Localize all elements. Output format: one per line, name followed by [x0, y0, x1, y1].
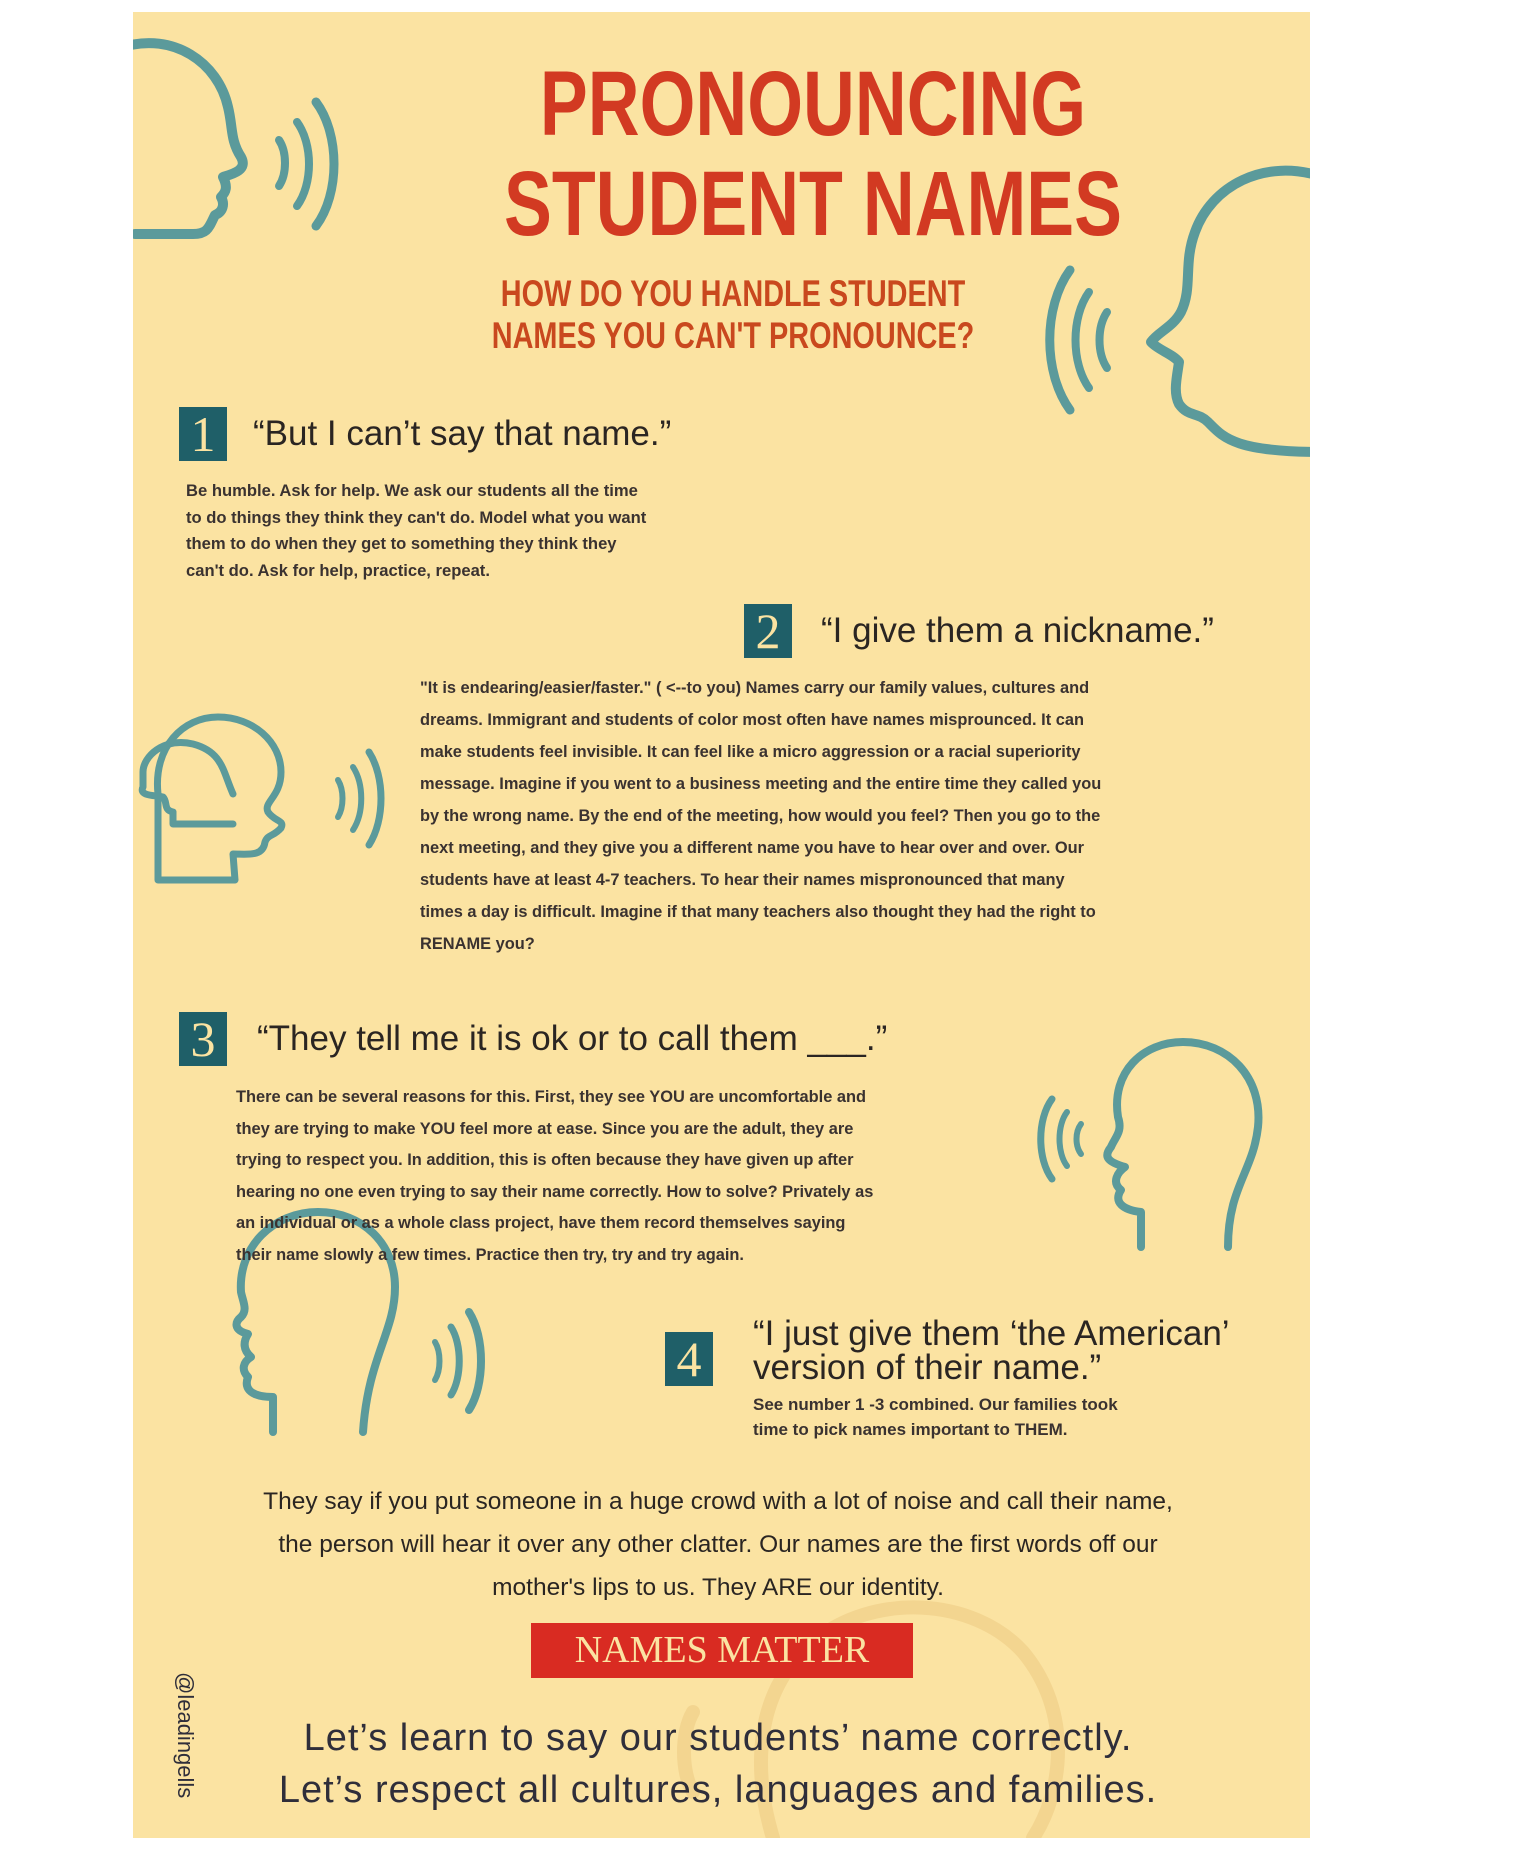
section4-heading-line2: version of their name.”	[753, 1348, 1102, 1387]
section2-line: students have at least 4-7 teachers. To hear their names mispronounced that many	[420, 871, 1065, 889]
social-handle: @leadingells	[173, 1672, 198, 1799]
closing-line: mother's lips to us. They ARE our identity.	[492, 1574, 944, 1601]
section3-line: they are trying to make YOU feel more at ease. Since you are the adult, they are	[236, 1119, 854, 1138]
section2-line: make students feel invisible. It can feel like a micro aggression or a racial superiority	[420, 743, 1081, 761]
section3-line: an individual or as a whole class project, have them record themselves saying	[236, 1214, 846, 1232]
section2-line: by the wrong name. By the end of the meeting, how would you feel? Then you go to the	[420, 807, 1101, 825]
final-line: Let’s respect all cultures, languages and families.	[278, 1769, 1158, 1811]
section1-line: can't do. Ask for help, practice, repeat.	[186, 560, 490, 580]
section4-heading-line1: “I just give them ‘the American’	[753, 1314, 1230, 1353]
final-line: Let’s learn to say our students’ name correctly.	[303, 1717, 1133, 1759]
page-title-line2: STUDENT NAMES	[504, 153, 1122, 255]
section4-line: time to pick names important to THEM.	[753, 1420, 1068, 1439]
subtitle-line1: HOW DO YOU HANDLE STUDENT	[500, 273, 966, 314]
section2-line: next meeting, and they give you a different name you have to hear over and over. Our	[420, 839, 1084, 857]
closing-line: the person will hear it over any other clatter. Our names are the first words off our	[278, 1531, 1158, 1558]
section2-line: message. Imagine if you went to a business meeting and the entire time they called you	[420, 775, 1102, 793]
section2-line: RENAME you?	[420, 935, 535, 953]
section2-body	[420, 672, 1300, 960]
closing-line: They say if you put someone in a huge crowd with a lot of noise and call their name,	[263, 1488, 1173, 1515]
section4-line: See number 1 -3 combined. Our families took	[753, 1395, 1118, 1414]
final-message	[173, 1712, 1263, 1816]
subtitle-line2: NAMES YOU CAN'T PRONOUNCE?	[491, 315, 975, 356]
section1-heading: “But I can’t say that name.”	[253, 414, 672, 453]
section1-number: 1	[179, 407, 227, 461]
section3-line: trying to respect you. In addition, this is often because they have given up after	[236, 1151, 854, 1169]
head-section3-icon	[1107, 1042, 1258, 1247]
section3-number: 3	[179, 1012, 227, 1066]
section2-heading: “I give them a nickname.”	[821, 611, 1214, 650]
section1-line: to do things they think they can't do. Model what you want	[186, 507, 647, 527]
section3-line: There can be several reasons for this. First, they see YOU are uncomfortable and	[236, 1088, 867, 1106]
section1-body	[186, 478, 846, 584]
section3-body	[236, 1082, 1036, 1271]
infographic-poster	[133, 12, 1310, 1838]
names-matter-banner: NAMES MATTER	[531, 1623, 913, 1678]
section2-line: dreams. Immigrant and students of color most often have names misprounced. It can	[420, 711, 1084, 729]
head-top-left-icon	[133, 43, 243, 234]
section2-line: "It is endearing/easier/faster." ( <--to you) Names carry our family values, cultures and	[420, 679, 1090, 697]
section3-line: their name slowly a few times. Practice then try, try and try again.	[236, 1245, 744, 1264]
section4-body	[753, 1392, 1273, 1442]
section2-number: 2	[744, 604, 792, 658]
section4-number: 4	[665, 1332, 713, 1386]
section3-heading: “They tell me it is ok or to call them ___.”	[257, 1019, 888, 1058]
section1-line: them to do when they get to something they think they	[186, 534, 617, 553]
section2-line: times a day is difficult. Imagine if that many teachers also thought they had the right to	[420, 903, 1096, 921]
section1-line: Be humble. Ask for help. We ask our students all the time	[186, 481, 638, 500]
page-title-line1: PRONOUNCING	[539, 53, 1087, 155]
closing-paragraph	[173, 1480, 1263, 1609]
section3-line: hearing no one even trying to say their name correctly. How to solve? Privately as	[236, 1182, 874, 1201]
head-top-right-icon	[1151, 171, 1310, 452]
